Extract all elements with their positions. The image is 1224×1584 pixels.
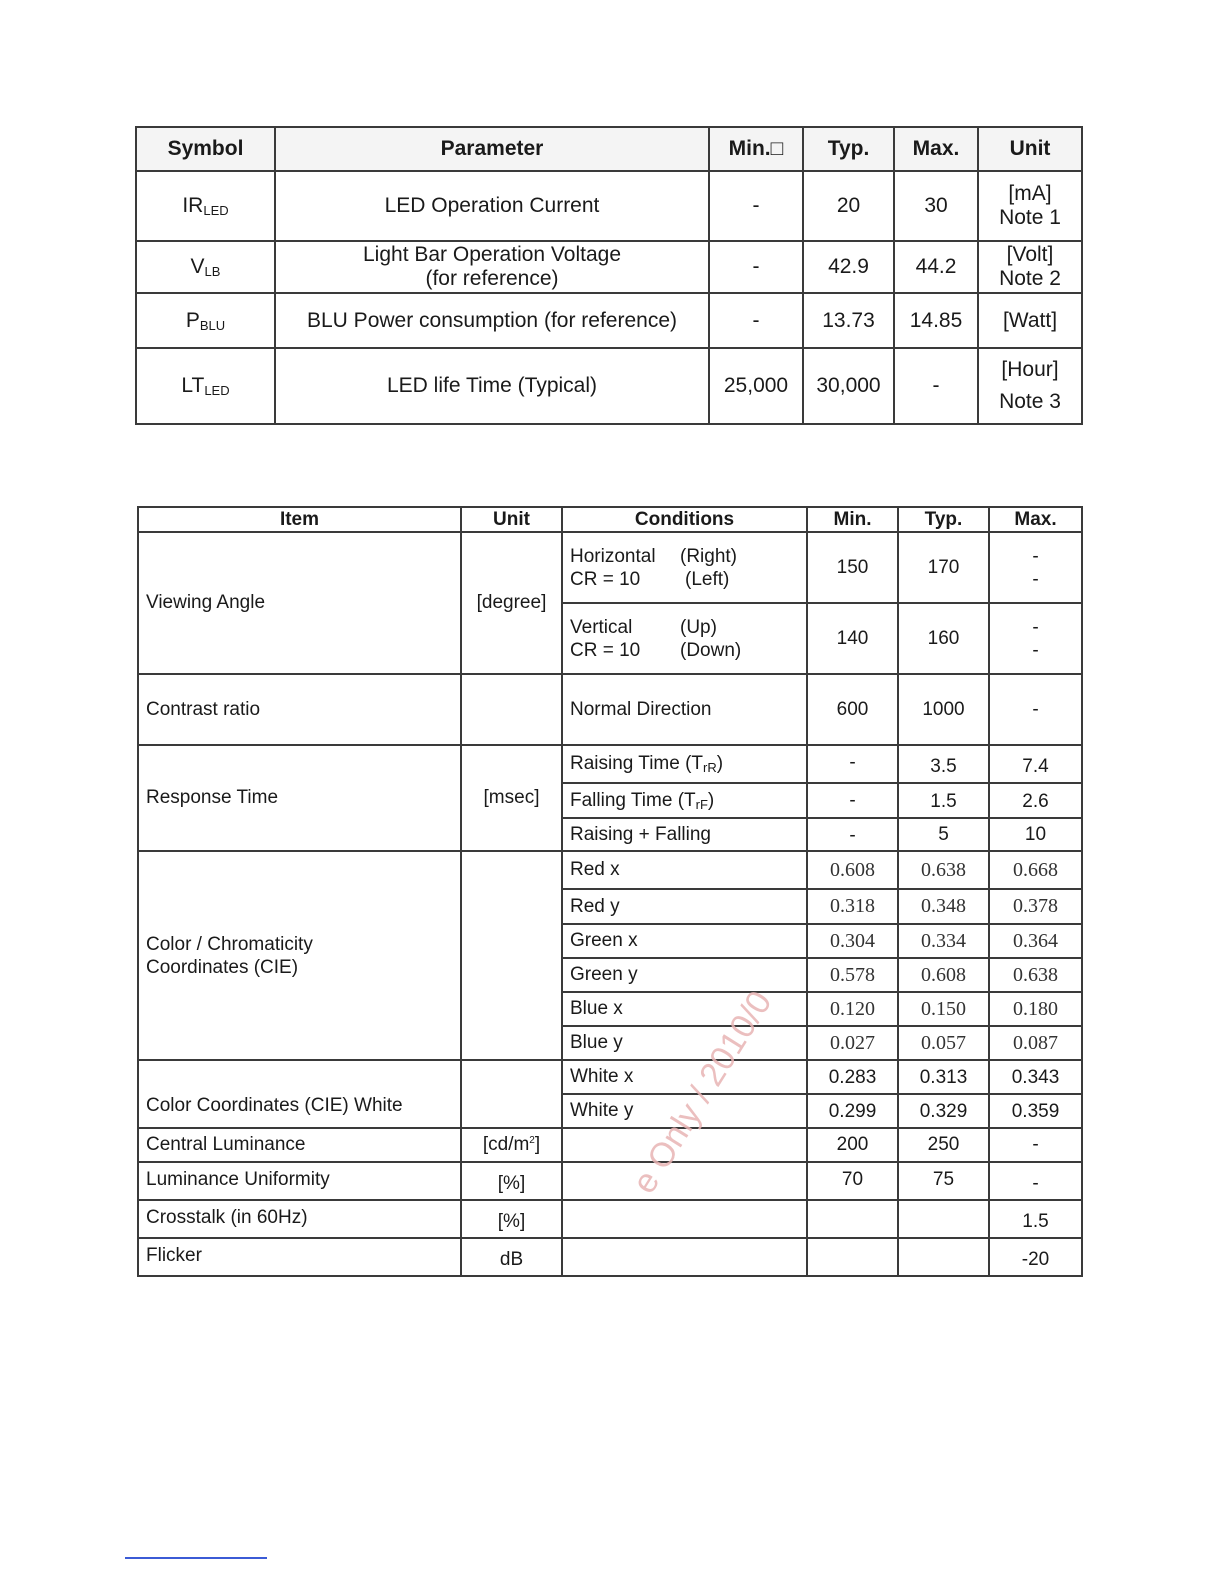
symbol-text: IR: [182, 194, 204, 217]
item-central-luminance: Central Luminance: [138, 1128, 461, 1162]
max-cell: -: [989, 1162, 1082, 1200]
item-flicker: Flicker: [138, 1238, 461, 1276]
unit-cell: [%]: [461, 1200, 562, 1238]
parameter-cell: BLU Power consumption (for reference): [275, 293, 709, 348]
header-typ: Typ.: [803, 127, 894, 171]
table-row: [138, 851, 1082, 889]
header-parameter: Parameter: [275, 127, 709, 171]
min-cell: -: [709, 241, 803, 293]
symbol-text: LT: [181, 374, 205, 397]
unit-cell: [978, 171, 1082, 241]
typ-cell: [898, 1200, 989, 1238]
min-cell: -: [807, 745, 898, 783]
unit-cell: [%]: [461, 1162, 562, 1200]
parameter-cell: LED Operation Current: [275, 171, 709, 241]
table-row: [138, 1162, 1082, 1200]
typ-cell: 1000: [898, 674, 989, 745]
symbol-cell: [136, 241, 275, 293]
condition-cell: Blue x: [562, 992, 807, 1026]
table-row: [136, 241, 1082, 293]
item-response-time: Response Time: [138, 745, 461, 851]
unit-cell: [Watt]: [978, 293, 1082, 348]
table-row: [136, 293, 1082, 348]
condition-cell: White x: [562, 1060, 807, 1094]
max-cell: - -: [989, 532, 1082, 603]
condition-cell: Red x: [562, 851, 807, 889]
header-max: Max.: [894, 127, 978, 171]
typ-cell: 42.9: [803, 241, 894, 293]
max-cell: 2.6: [989, 783, 1082, 818]
max-cell: 0.668: [989, 851, 1082, 889]
symbol-text: V: [190, 255, 205, 278]
item-color-white: Color Coordinates (CIE) White: [138, 1060, 461, 1128]
header-unit: Unit: [978, 127, 1082, 171]
condition-cell: [562, 1162, 807, 1200]
typ-cell: 20: [803, 171, 894, 241]
max-cell: 1.5: [989, 1200, 1082, 1238]
min-cell: [807, 1238, 898, 1276]
max-cell: 44.2: [894, 241, 978, 293]
condition-horizontal: [562, 532, 807, 603]
header-unit: Unit: [461, 507, 562, 532]
header-min: Min.□: [709, 127, 803, 171]
table-row: [138, 745, 1082, 783]
max-cell: 0.364: [989, 924, 1082, 958]
min-cell: 0.304: [807, 924, 898, 958]
header-item: Item: [138, 507, 461, 532]
min-cell: -: [709, 293, 803, 348]
typ-cell: 0.608: [898, 958, 989, 992]
header-typ: Typ.: [898, 507, 989, 532]
typ-cell: 0.638: [898, 851, 989, 889]
symbol-cell: [136, 293, 275, 348]
min-cell: 0.027: [807, 1026, 898, 1060]
unit-note: Note 2: [999, 267, 1061, 290]
condition-vertical: [562, 603, 807, 674]
typ-cell: 5: [898, 818, 989, 851]
unit-note: Note 3: [999, 390, 1061, 413]
min-cell: -: [807, 783, 898, 818]
typ-cell: 160: [898, 603, 989, 674]
table-header-row: [136, 127, 1082, 171]
unit-cell: [978, 348, 1082, 424]
condition-cell: Falling Time $(T_{rF})$: [562, 783, 807, 818]
parameter-cell: [275, 241, 709, 293]
condition-line: Horizontal (Right): [570, 545, 738, 567]
table-row: [138, 1238, 1082, 1276]
max-cell: - -: [989, 603, 1082, 674]
typ-cell: 0.150: [898, 992, 989, 1026]
typ-cell: 0.313: [898, 1060, 989, 1094]
table-row: [138, 532, 1082, 603]
condition-cell: Green y: [562, 958, 807, 992]
typ-cell: 250: [898, 1128, 989, 1162]
max-cell: -: [989, 674, 1082, 745]
condition-line: CR = 10 (Down): [570, 639, 742, 661]
unit-text: [mA]: [1008, 182, 1052, 205]
item-crosstalk: Crosstalk (in 60Hz): [138, 1200, 461, 1238]
max-cell: 30: [894, 171, 978, 241]
item-contrast-ratio: Contrast ratio: [138, 674, 461, 745]
max-cell: 7.4: [989, 745, 1082, 783]
min-cell: [807, 1200, 898, 1238]
unit-note: Note 1: [999, 206, 1061, 229]
table-row: [138, 674, 1082, 745]
symbol-subscript: BLU: [199, 317, 226, 333]
unit-cell: [461, 851, 562, 1060]
condition-line: Vertical (Up): [570, 616, 717, 638]
header-min: Min.: [807, 507, 898, 532]
min-cell: 70: [807, 1162, 898, 1200]
typ-cell: 13.73: [803, 293, 894, 348]
unit-text: [Volt]: [1006, 243, 1054, 266]
typ-cell: 0.334: [898, 924, 989, 958]
condition-cell: [562, 1238, 807, 1276]
max-cell: -: [989, 1128, 1082, 1162]
parameter-text: Light Bar Operation Voltage: [362, 243, 621, 266]
typ-cell: 0.329: [898, 1094, 989, 1128]
table-row: [138, 1060, 1082, 1094]
typ-cell: 3.5: [898, 745, 989, 783]
table-row: [136, 171, 1082, 241]
max-cell: 0.359: [989, 1094, 1082, 1128]
condition-cell: White y: [562, 1094, 807, 1128]
max-cell: 0.180: [989, 992, 1082, 1026]
min-cell: 140: [807, 603, 898, 674]
item-color-chromaticity: Color / Chromaticity Coordinates (CIE): [138, 851, 461, 1060]
max-cell: 14.85: [894, 293, 978, 348]
header-max: Max.: [989, 507, 1082, 532]
typ-cell: 1.5: [898, 783, 989, 818]
condition-cell: Red y: [562, 889, 807, 924]
min-cell: 0.299: [807, 1094, 898, 1128]
optical-characteristics-table: [137, 506, 1083, 1277]
max-cell: 0.343: [989, 1060, 1082, 1094]
min-cell: 0.318: [807, 889, 898, 924]
min-cell: 0.608: [807, 851, 898, 889]
table-row: [138, 1200, 1082, 1238]
symbol-cell: [136, 171, 275, 241]
symbol-text: P: [185, 308, 200, 332]
header-conditions: Conditions: [562, 507, 807, 532]
unit-cell: [degree]: [461, 532, 562, 674]
min-cell: -: [709, 171, 803, 241]
unit-cell: $[cd/m^2]$: [461, 1128, 562, 1162]
symbol-subscript: LB: [204, 264, 221, 279]
min-cell: 600: [807, 674, 898, 745]
min-cell: 0.283: [807, 1060, 898, 1094]
unit-cell: [461, 674, 562, 745]
max-cell: 0.638: [989, 958, 1082, 992]
condition-cell: [562, 1200, 807, 1238]
footer-rule: [125, 1557, 267, 1559]
condition-cell: Normal Direction: [562, 674, 807, 745]
symbol-subscript: LED: [204, 383, 230, 398]
item-luminance-uniformity: Luminance Uniformity: [138, 1162, 461, 1200]
unit-cell: [msec]: [461, 745, 562, 851]
max-cell: -20: [989, 1238, 1082, 1276]
watermark: e Only / 2010/0: [625, 984, 780, 1201]
typ-cell: 170: [898, 532, 989, 603]
table-row: [136, 348, 1082, 424]
max-cell: 10: [989, 818, 1082, 851]
parameter-cell: LED life Time (Typical): [275, 348, 709, 424]
typ-cell: 75: [898, 1162, 989, 1200]
symbol-subscript: LED: [203, 203, 229, 218]
unit-cell: [461, 1060, 562, 1128]
condition-cell: Raising + Falling: [562, 818, 807, 851]
min-cell: 25,000: [709, 348, 803, 424]
header-symbol: Symbol: [136, 127, 275, 171]
table-header-row: [138, 507, 1082, 532]
unit-cell: dB: [461, 1238, 562, 1276]
typ-cell: 0.348: [898, 889, 989, 924]
typ-cell: 0.057: [898, 1026, 989, 1060]
min-cell: 0.578: [807, 958, 898, 992]
max-cell: 0.087: [989, 1026, 1082, 1060]
min-cell: 150: [807, 532, 898, 603]
led-characteristics-table: [135, 126, 1083, 425]
unit-cell: [978, 241, 1082, 293]
item-viewing-angle: Viewing Angle: [138, 532, 461, 674]
max-cell: 0.378: [989, 889, 1082, 924]
table-row: [138, 1128, 1082, 1162]
symbol-cell: [136, 348, 275, 424]
min-cell: -: [807, 818, 898, 851]
condition-line: CR = 10 (Left): [570, 568, 730, 590]
condition-cell: Blue y: [562, 1026, 807, 1060]
typ-cell: [898, 1238, 989, 1276]
min-cell: 200: [807, 1128, 898, 1162]
condition-cell: Green x: [562, 924, 807, 958]
parameter-note: (for reference): [425, 267, 559, 290]
unit-text: [Hour]: [1001, 358, 1059, 381]
min-cell: 0.120: [807, 992, 898, 1026]
typ-cell: 30,000: [803, 348, 894, 424]
max-cell: -: [894, 348, 978, 424]
condition-cell: Raising Time $(T_{rR})$: [562, 745, 807, 783]
